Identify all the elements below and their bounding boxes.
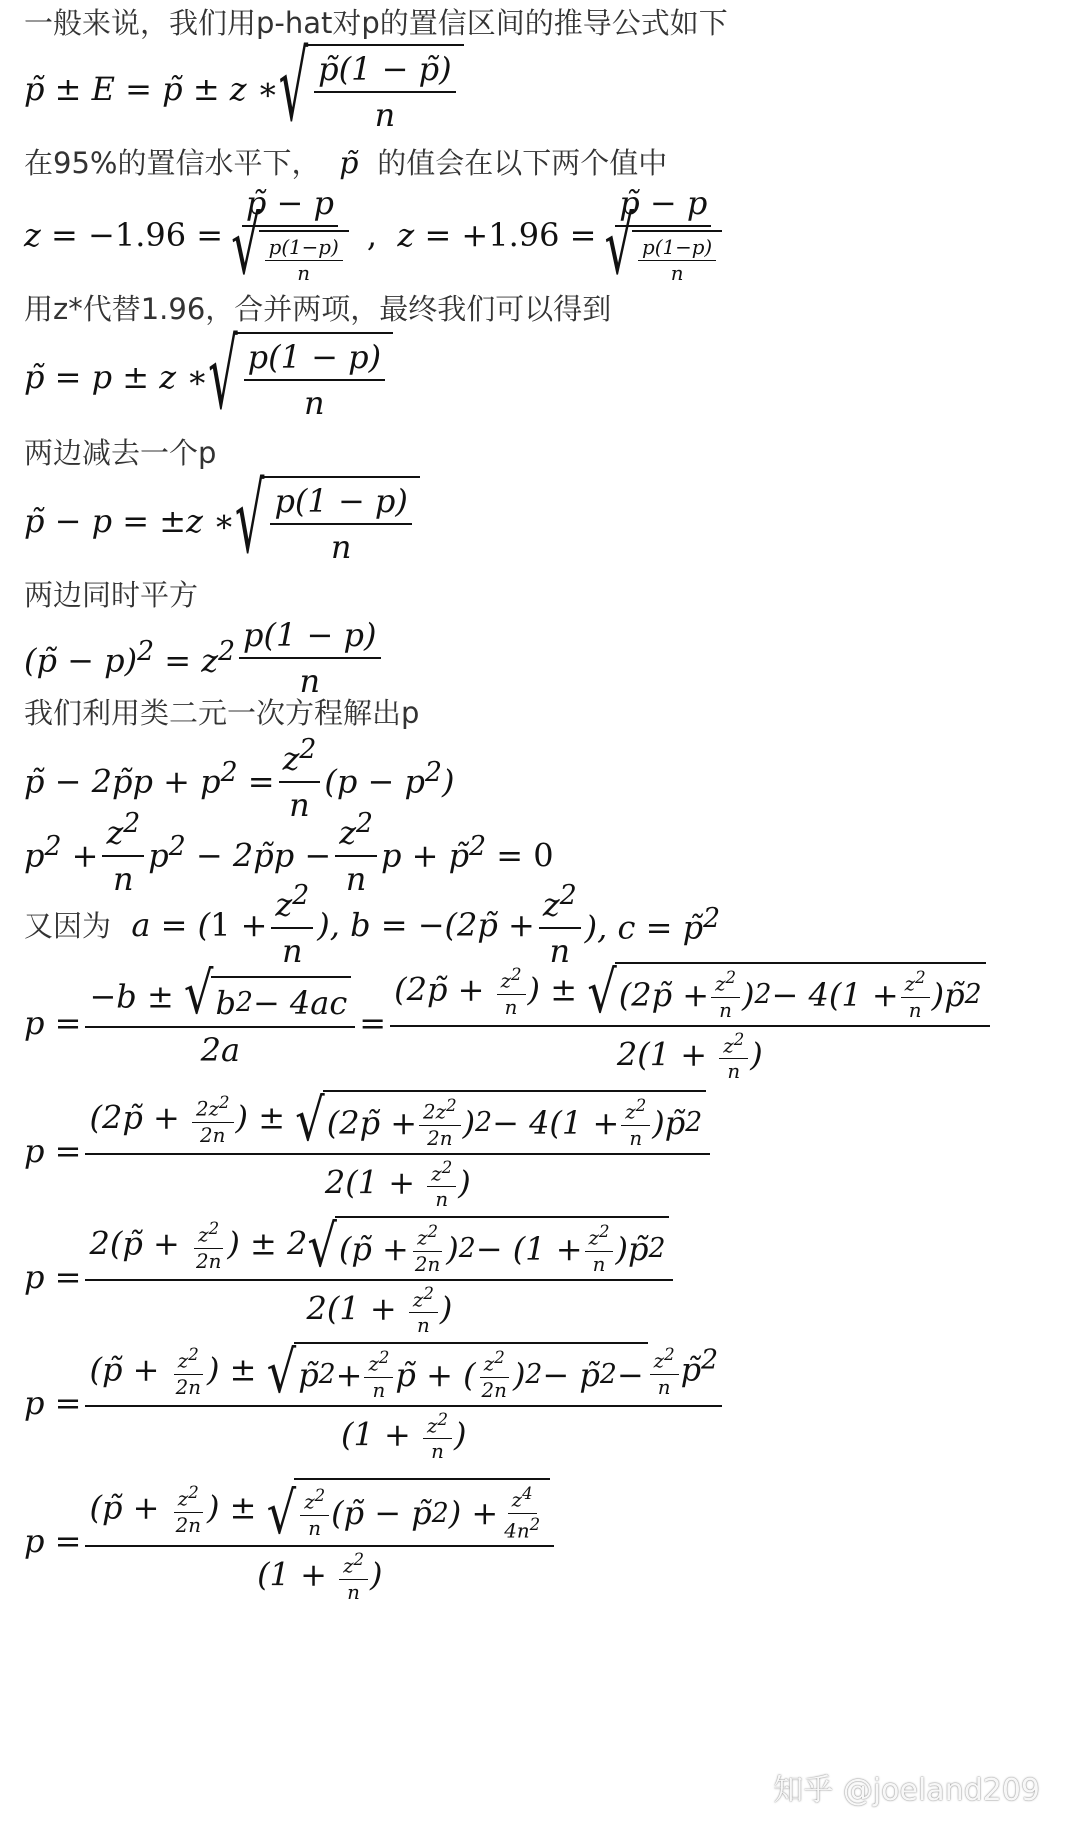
formula-z-bounds: z = −1.96 = p̃ − p √ p(1−p) n , z = +1.96 = p̃ − p √ p(1−p) n: [24, 184, 730, 285]
formula-combined: p̃ = p ± z ∗ √ p(1 − p) n: [24, 332, 393, 422]
square-both-text: 两边同时平方: [24, 578, 199, 612]
combine-text: 用z*代替1.96，合并两项，最终我们可以得到: [24, 292, 612, 326]
formula-subtracted: p̃ − p = ±z ∗ √ p(1 − p) n: [24, 476, 420, 566]
intro-text: 一般来说，我们用p-hat对p的置信区间的推导公式如下: [24, 6, 728, 40]
formula-squared: (p̃ − $p)^2 = z^2$ p(1 − p) n: [24, 616, 385, 700]
formula-quadratic-form: $p^2$ + $\frac{z^2}{n}$ $p^2$ − 2p̃p − $\frac{z^2}{n}$ p + p̃$^2$ = 0: [24, 808, 554, 898]
formula-final: p = (p̃ + $\frac{z^2}{2n}$ ) ± √ $z^2$ n (p̃ − p̃ 2 ) + $z^4$ $4n^2$ (1 + $\frac{z^2}{n}$ ): [24, 1478, 558, 1604]
confidence-level-text-b: 的值会在以下两个值中: [377, 146, 668, 180]
formula-step-4: p = (p̃ + $\frac{z^2}{2n}$ ) ± √ p̃ 2 + $z^2$ n p̃ + ( $z^2$ 2n ) 2 − p̃ 2 − $\frac{z^2}{n}$ p̃$^2$ (1 + $\frac{z^2}{n}$ ): [24, 1342, 726, 1463]
confidence-level-text: [24, 144, 667, 183]
coefficients-line: 又因为 a = (1 + $\frac{z^2}{n}$ ), b = −(2p̃ + $\frac{z^2}{n}$ ), c = p̃$^2$: [24, 880, 721, 970]
solve-quadratic-text: 我们利用类二元一次方程解出p: [24, 696, 420, 730]
formula-expanded: p̃ − 2p̃p + $p^2$ = $\frac{z^2}{n}$ $(p - p^2)$: [24, 734, 455, 824]
watermark: 知乎 @joeland209: [773, 1773, 1040, 1808]
formula-quadratic-solution: p = −b ± √ b 2 − 4ac 2a = (2p̃ + $\frac{z^2}{n}$ ) ± √ (2p̃ + $z^2$ n ) 2 − 4(1 + $z^2$ n )p̃ 2 2(1 + $\frac{z^2}{n}$ ): [24, 962, 994, 1083]
because-text: 又因为: [24, 909, 112, 944]
formula-confidence-interval: p̃ ± E = p̃ ± z ∗ √ p̃(1 − p̃) n: [24, 44, 464, 134]
p-tilde-symbol: p̃: [329, 146, 368, 181]
confidence-level-text-a: 在95%的置信水平下，: [24, 146, 321, 180]
formula-step-3: p = 2(p̃ + $\frac{z^2}{2n}$ ) ± 2 √ (p̃ + $z^2$ 2n ) 2 − (1 + $z^2$ n )p̃ 2 2(1 + $\frac{z^2}{n}$ ): [24, 1216, 677, 1337]
formula-step-2: p = (2p̃ + $\frac{2z^2}{2n}$ ) ± √ (2p̃ + $2z^2$ 2n ) 2 − 4(1 + $z^2$ n )p̃ 2 2(1 + $\frac{z^2}{n}$ ): [24, 1090, 714, 1211]
subtract-p-text: 两边减去一个p: [24, 436, 217, 470]
